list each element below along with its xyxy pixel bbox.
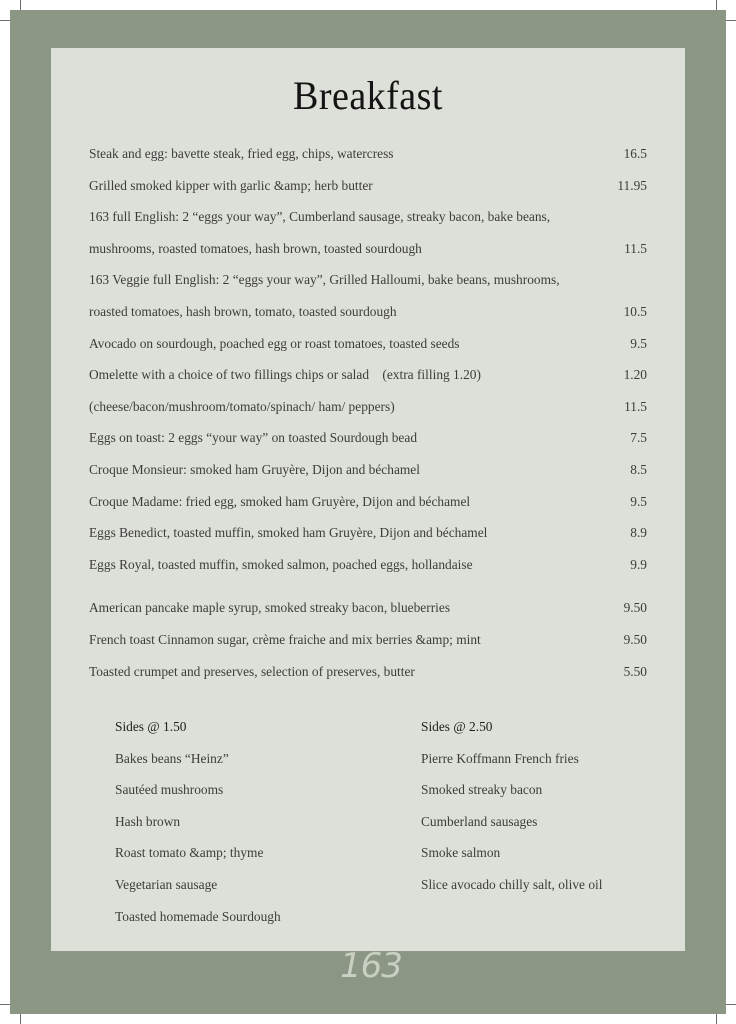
menu-item bbox=[89, 661, 647, 693]
menu-item bbox=[89, 143, 647, 175]
menu-item-description: mushrooms, roasted tomatoes, hash brown, toasted sourdough bbox=[89, 240, 422, 256]
menu-item-price: 8.5 bbox=[630, 461, 647, 477]
crop-mark bbox=[725, 1004, 736, 1005]
crop-mark bbox=[20, 1013, 21, 1024]
menu-item-price: 11.5 bbox=[624, 240, 647, 256]
sides-heading: Sides @ 1.50 bbox=[115, 719, 187, 734]
menu-item-description: Croque Monsieur: smoked ham Gruyère, Dijon and béchamel bbox=[89, 461, 420, 477]
side-item: Pierre Koffmann French fries bbox=[421, 750, 579, 766]
menu-item-description: Eggs Benedict, toasted muffin, smoked ham Gruyère, Dijon and béchamel bbox=[89, 525, 488, 541]
menu-item bbox=[89, 238, 647, 270]
menu-item-description: Omelette with a choice of two fillings chips or salad (extra filling 1.20) bbox=[89, 367, 481, 383]
menu-item-description: 163 full English: 2 “eggs your way”, Cumberland sausage, streaky bacon, bake beans, bbox=[89, 209, 551, 225]
side-item: Vegetarian sausage bbox=[115, 876, 218, 892]
menu-item-description: Eggs on toast: 2 eggs “your way” on toasted Sourdough bead bbox=[89, 430, 418, 446]
menu-item bbox=[89, 522, 647, 554]
menu-item-description: Steak and egg: bavette steak, fried egg, chips, watercress bbox=[89, 146, 394, 161]
menu-item-price: 9.50 bbox=[623, 600, 647, 616]
menu-item-price: 9.50 bbox=[623, 631, 647, 647]
menu-item-description: 163 Veggie full English: 2 “eggs your way”, Grilled Halloumi, bake beans, mushrooms, bbox=[89, 272, 560, 288]
menu-item-price: 5.50 bbox=[623, 663, 647, 679]
menu-item bbox=[89, 301, 647, 333]
menu-item-description: Toasted crumpet and preserves, selection of preserves, butter bbox=[89, 663, 415, 679]
sides-heading: Sides @ 2.50 bbox=[421, 719, 493, 734]
menu-item-price: 11.95 bbox=[617, 177, 647, 193]
menu-item bbox=[89, 206, 647, 238]
menu-item-price: 16.5 bbox=[623, 146, 647, 161]
menu-item-description: French toast Cinnamon sugar, crème fraiche and mix berries &amp; mint bbox=[89, 631, 481, 647]
menu-item bbox=[89, 364, 647, 396]
sides-150-column bbox=[115, 716, 281, 937]
breakfast-menu-list bbox=[89, 143, 647, 692]
menu-item-price: 1.20 bbox=[623, 367, 647, 383]
menu-item bbox=[89, 597, 647, 629]
menu-item bbox=[89, 269, 647, 301]
page-title: Breakfast bbox=[293, 73, 443, 118]
menu-item bbox=[89, 629, 647, 661]
menu-item bbox=[89, 175, 647, 207]
menu-item-description: Croque Madame: fried egg, smoked ham Gruyère, Dijon and béchamel bbox=[89, 493, 471, 509]
menu-item-description: Avocado on sourdough, poached egg or roast tomatoes, toasted seeds bbox=[89, 335, 460, 351]
crop-mark bbox=[725, 20, 736, 21]
menu-item-price: 7.5 bbox=[630, 430, 647, 446]
side-item: Smoked streaky bacon bbox=[421, 782, 543, 798]
menu-item-price: 11.5 bbox=[624, 398, 647, 414]
side-item: Bakes beans “Heinz” bbox=[115, 750, 229, 766]
crop-mark bbox=[716, 1013, 717, 1024]
side-item: Cumberland sausages bbox=[421, 813, 538, 829]
menu-item-price: 9.9 bbox=[630, 556, 647, 572]
sides-250-column bbox=[421, 716, 602, 906]
menu-item-description: roasted tomatoes, hash brown, tomato, toasted sourdough bbox=[89, 303, 397, 319]
menu-item-description: Grilled smoked kipper with garlic &amp; herb butter bbox=[89, 177, 373, 193]
side-item: Slice avocado chilly salt, olive oil bbox=[421, 876, 603, 892]
menu-item-description: American pancake maple syrup, smoked streaky bacon, blueberries bbox=[89, 600, 451, 616]
side-item: Toasted homemade Sourdough bbox=[115, 908, 281, 924]
menu-item bbox=[89, 459, 647, 491]
side-item: Hash brown bbox=[115, 813, 181, 829]
side-item: Sautéed mushrooms bbox=[115, 782, 224, 798]
menu-item-price: 8.9 bbox=[630, 525, 647, 541]
menu-item bbox=[89, 333, 647, 365]
menu-item bbox=[89, 554, 647, 586]
menu-item-price: 10.5 bbox=[623, 303, 647, 319]
menu-item-price: 9.5 bbox=[630, 493, 647, 509]
menu-item bbox=[89, 396, 647, 428]
menu-item-price: 9.5 bbox=[630, 335, 647, 351]
side-item: Roast tomato &amp; thyme bbox=[115, 845, 264, 861]
menu-item bbox=[89, 427, 647, 459]
page-number: 163 bbox=[340, 946, 402, 986]
menu-item bbox=[89, 491, 647, 523]
side-item: Smoke salmon bbox=[421, 845, 501, 861]
menu-item-description: (cheese/bacon/mushroom/tomato/spinach/ ham/ peppers) bbox=[89, 398, 395, 414]
menu-item-description: Eggs Royal, toasted muffin, smoked salmon, poached eggs, hollandaise bbox=[89, 556, 473, 572]
